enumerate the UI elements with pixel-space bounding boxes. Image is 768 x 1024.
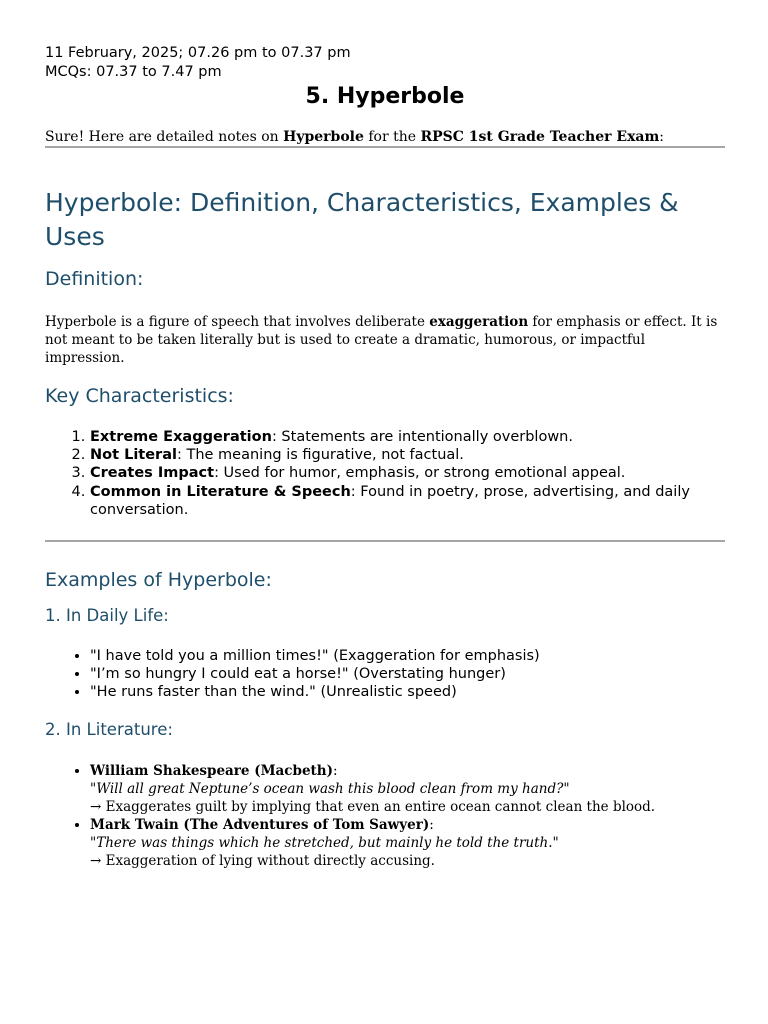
characteristic-term: Common in Literature & Speech [90,483,351,500]
examples-heading: Examples of Hyperbole: [45,569,272,592]
definition-text-before: Hyperbole is a figure of speech that involves deliberate [45,314,430,330]
characteristic-desc: : The meaning is figurative, not factual. [176,447,464,464]
literature-author [90,763,338,779]
list-item [90,464,725,482]
definition-heading: Definition: [45,268,144,290]
author-colon: : [429,816,434,833]
intro-suffix: : [659,129,665,145]
list-item: • "I have told you a million times!" (Exaggeration for emphasis) [90,647,725,665]
page-title: 5. Hyperbole [305,84,465,109]
mcq-line: MCQs: 07.37 to 7.47 pm [45,63,222,80]
characteristic-desc: : Found in poetry, prose, advertising, and daily conversation. [90,483,690,518]
characteristics-heading: Key Characteristics: [45,385,234,407]
intro-exam: RPSC 1st Grade Teacher Exam [420,129,660,145]
divider [45,540,725,542]
characteristic-term: Extreme Exaggeration [90,429,272,445]
divider [45,146,725,148]
document-page [45,44,725,870]
main-heading: Hyperbole: Definition, Characteristics, Examples & Uses [45,188,679,251]
definition-text [45,313,725,367]
list-item [90,428,725,446]
characteristic-term: Not Literal [90,447,177,464]
literature-note: → Exaggeration of lying without directly accusing. [90,852,435,869]
literature-author [90,817,434,833]
list-item [90,446,725,464]
list-item [90,816,725,870]
author-colon: : [332,762,338,779]
characteristic-term: Creates Impact [90,465,215,482]
literature-heading: 2. In Literature: [45,719,173,739]
literature-list [45,762,725,870]
characteristic-desc: : Statements are intentionally overblown. [271,429,573,445]
intro-middle: for the [363,129,421,145]
characteristic-desc: : Used for humor, emphasis, or strong emotional appeal. [214,465,626,482]
daily-life-list [45,647,725,702]
characteristics-list [45,428,725,519]
author-name: William Shakespeare (Macbeth) [90,762,333,779]
literature-quote: "There was things which he stretched, but mainly he told the truth." [90,834,559,851]
definition-text-after: for emphasis or effect. It is not meant to be taken literally but is used to create a dramatic, humorous, or impactful impression. [45,314,718,366]
daily-life-heading: 1. In Daily Life: [45,606,169,626]
literature-quote: "Will all great Neptune’s ocean wash this blood clean from my hand?" [90,780,570,797]
list-item [90,483,725,519]
intro-paragraph [45,128,725,146]
list-item: • "He runs faster than the wind." (Unrealistic speed) [90,683,725,701]
intro-topic: Hyperbole [283,129,364,145]
literature-note: → Exaggerates guilt by implying that even an entire ocean cannot clean the blood. [90,798,656,815]
list-item [90,762,725,816]
author-name: Mark Twain (The Adventures of Tom Sawyer) [90,816,430,833]
list-item: • "I’m so hungry I could eat a horse!" (Overstating hunger) [90,665,725,683]
intro-prefix: Sure! Here are detailed notes on [45,129,284,145]
definition-bold-term: exaggeration [429,314,529,330]
date-line: 11 February, 2025; 07.26 pm to 07.37 pm [45,45,351,61]
